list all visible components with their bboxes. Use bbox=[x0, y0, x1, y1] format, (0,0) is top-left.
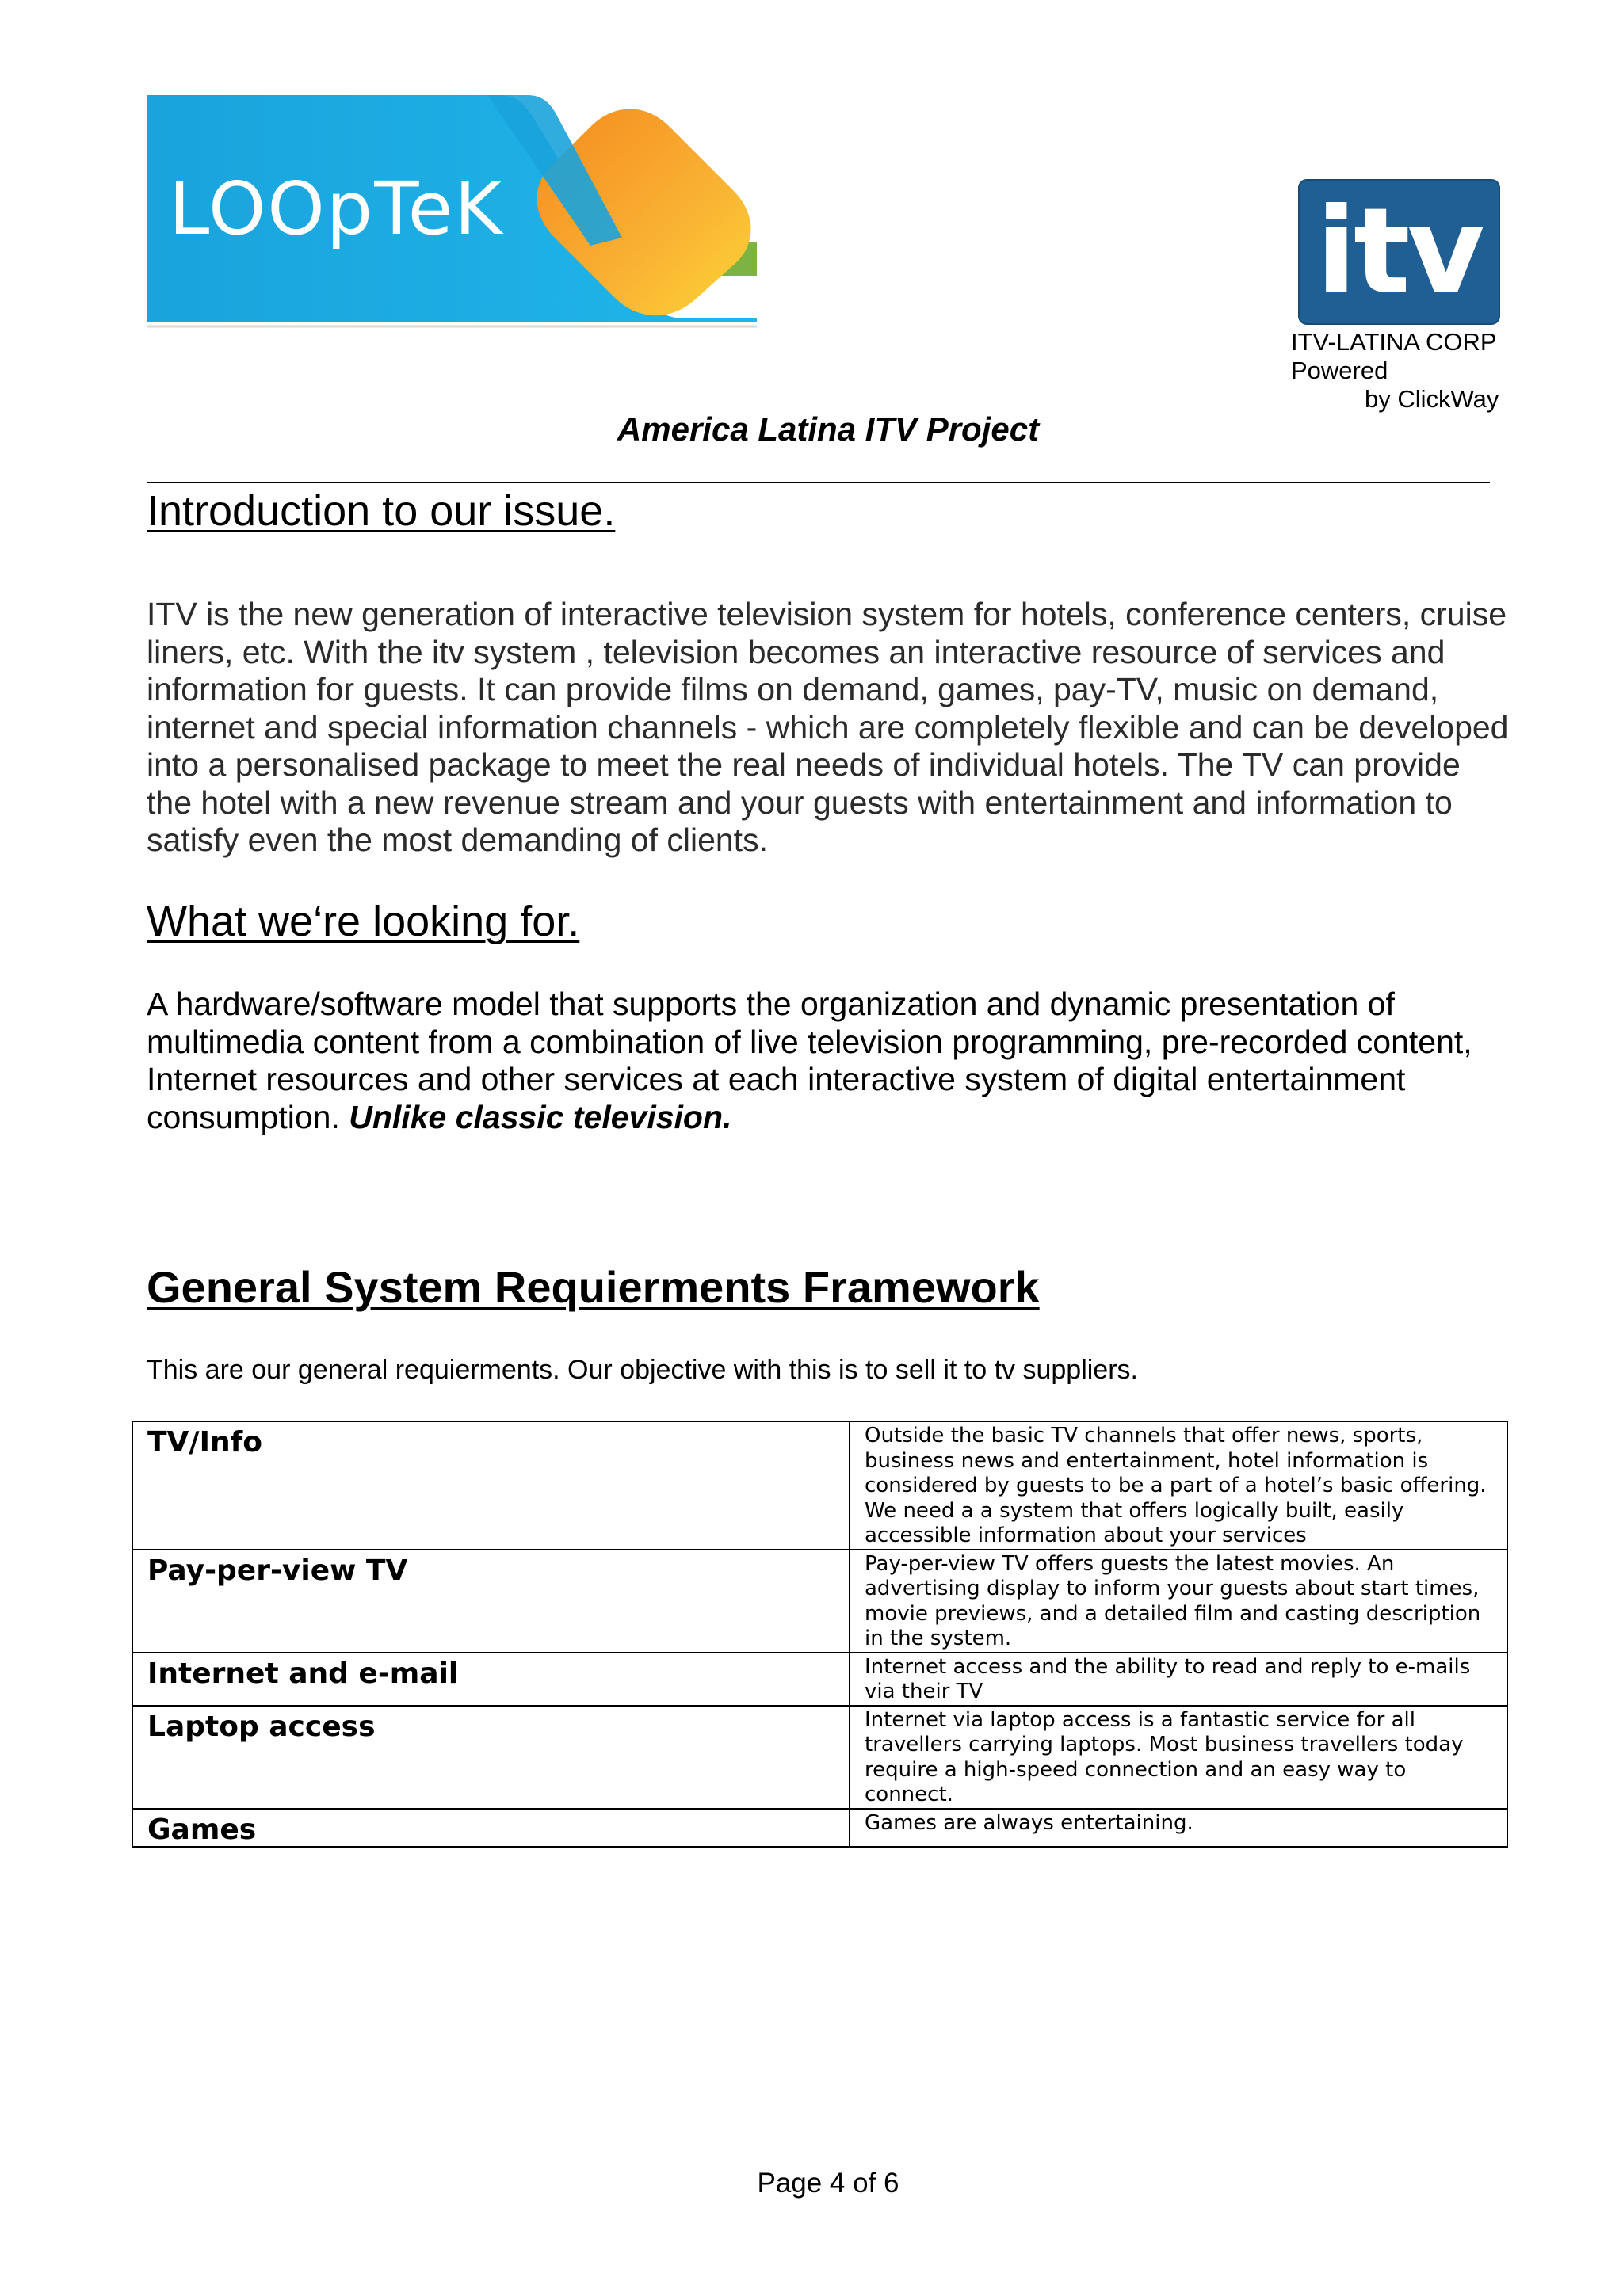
looking-heading: What we‘re looking for. bbox=[147, 898, 580, 945]
framework-intro: This are our general requierments. Our objective with this is to sell it to tv suppliers. bbox=[147, 1355, 1138, 1385]
requirement-label: Games bbox=[132, 1809, 850, 1847]
requirements-table bbox=[132, 1421, 1508, 1848]
table-row bbox=[132, 1706, 1507, 1809]
intro-heading: Introduction to our issue. bbox=[147, 487, 616, 535]
table-row bbox=[132, 1421, 1507, 1550]
requirement-description: Internet via laptop access is a fantastic service for all travellers carrying laptops. Most business travellers today require a high-speed connection and an easy way to connect. bbox=[850, 1706, 1507, 1809]
header-divider bbox=[147, 482, 1490, 483]
table-row bbox=[132, 1653, 1507, 1706]
itv-caption-powered: Powered bbox=[1291, 357, 1388, 384]
requirement-label: TV/Info bbox=[132, 1421, 850, 1550]
table-row bbox=[132, 1809, 1507, 1847]
looptek-logo bbox=[147, 95, 757, 333]
requirement-label: Laptop access bbox=[132, 1706, 850, 1809]
looking-body: A hardware/software model that supports the organization and dynamic presentation of multimedia content from a combination of live television programming, pre-recorded content, Internet resources and other services at each interactive system of digital entertainment consumption. bbox=[147, 986, 1472, 1135]
looking-emphasis: Unlike classic television. bbox=[349, 1098, 732, 1135]
requirement-label: Pay-per-view TV bbox=[132, 1550, 850, 1653]
itv-caption-company: ITV-LATINA CORP bbox=[1291, 328, 1497, 356]
framework-heading: General System Requierments Framework bbox=[147, 1262, 1040, 1312]
requirement-description: Outside the basic TV channels that offer news, sports, business news and entertainment, hotel information is considered by guests to be a part of a hotel’s basic offering. We need a a system that offers logically built, easily accessible information about your services bbox=[850, 1421, 1507, 1550]
looking-paragraph bbox=[147, 986, 1510, 1136]
looptek-logo-text: LOOpTeK bbox=[169, 166, 504, 251]
intro-paragraph: ITV is the new generation of interactive television system for hotels, conference centers, cruise liners, etc. With the itv system , television becomes an interactive resource of services and information for guests. It can provide films on demand, games, pay-TV, music on demand, internet and special information channels - which are completely flexible and can be developed into a personalised package to meet the real needs of individual hotels. The TV can provide the hotel with a new revenue stream and your guests with entertainment and information to satisfy even the most demanding of clients. bbox=[147, 596, 1509, 858]
page-number: Page 4 of 6 bbox=[757, 2168, 899, 2199]
project-title: America Latina ITV Project bbox=[617, 410, 1040, 448]
itv-logo-mark bbox=[1298, 179, 1500, 325]
itv-caption-clickway: by ClickWay bbox=[1365, 385, 1499, 413]
itv-logo-text: itv bbox=[1316, 183, 1482, 321]
requirement-label: Internet and e-mail bbox=[132, 1653, 850, 1706]
requirement-description: Pay-per-view TV offers guests the latest movies. An advertising display to inform your guests about start times, movie previews, and a detailed film and casting description in the system. bbox=[850, 1550, 1507, 1653]
itv-logo bbox=[1298, 179, 1500, 325]
table-row bbox=[132, 1550, 1507, 1653]
requirement-description: Games are always entertaining. bbox=[850, 1809, 1507, 1847]
requirement-description: Internet access and the ability to read and reply to e-mails via their TV bbox=[850, 1653, 1507, 1706]
